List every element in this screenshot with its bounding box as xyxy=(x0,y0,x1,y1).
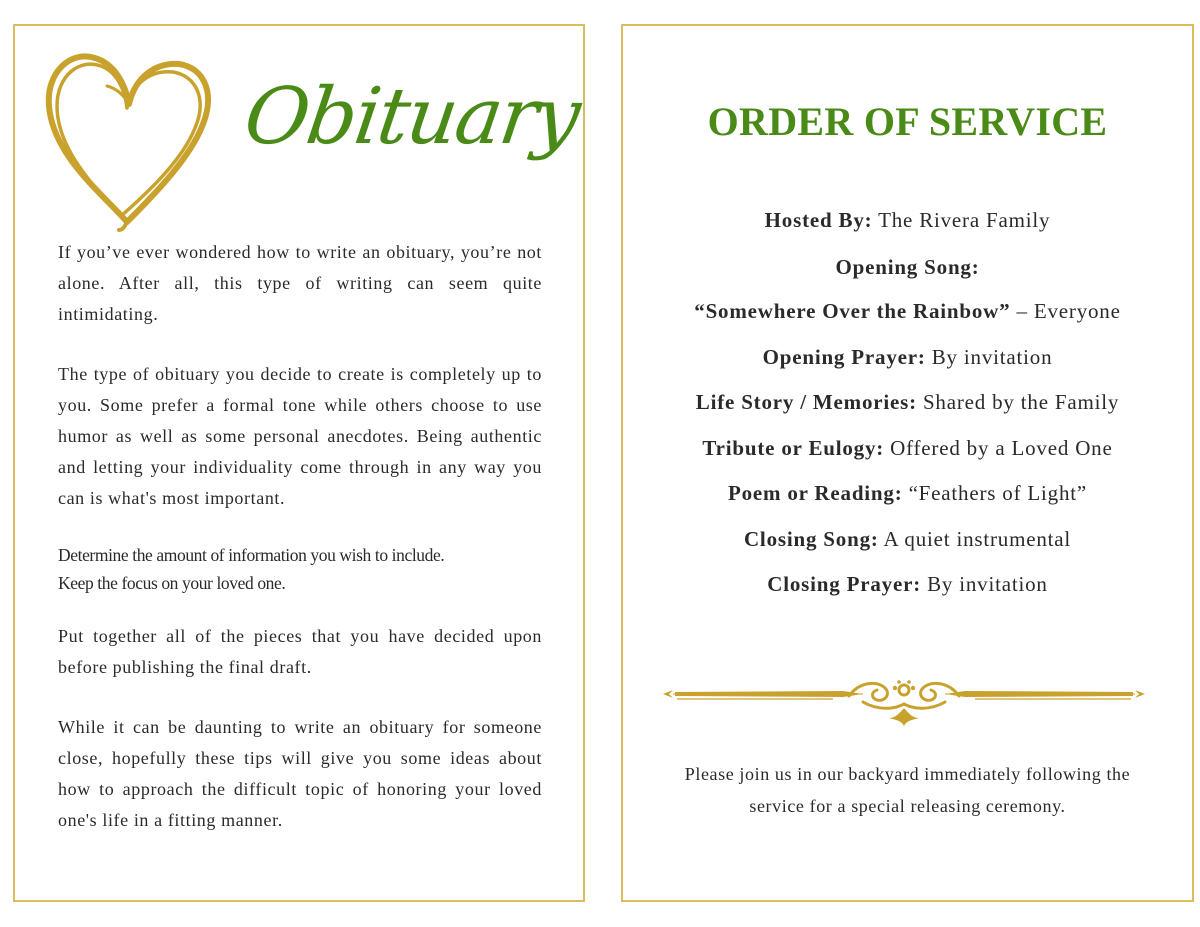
heart-icon xyxy=(43,44,219,232)
service-item-closing-prayer xyxy=(623,572,1192,597)
service-item-label: “Somewhere Over the Rainbow” xyxy=(694,299,1011,323)
service-item-tribute xyxy=(623,436,1192,461)
service-item-value: By invitation xyxy=(925,345,1053,369)
service-item-label: Poem or Reading: xyxy=(727,481,903,505)
paragraph: Determine the amount of information you wish to include. xyxy=(58,545,445,565)
service-item-opening-song xyxy=(623,255,1192,280)
service-item-value: Shared by the Family xyxy=(916,390,1120,414)
service-item-hosted-by xyxy=(623,208,1192,233)
service-item-value: “Feathers of Light” xyxy=(902,481,1088,505)
invitation-line: service for a special releasing ceremony. xyxy=(749,796,1066,816)
service-item-life-story xyxy=(623,390,1192,415)
service-item-value: – Everyone xyxy=(1010,299,1121,323)
order-of-service-page xyxy=(621,24,1194,902)
service-item-label: Opening Song: xyxy=(835,255,980,279)
service-item-label: Closing Song: xyxy=(743,527,879,551)
service-item-value: A quiet instrumental xyxy=(878,527,1072,551)
service-item-value: By invitation xyxy=(921,572,1048,596)
service-item-value: The Rivera Family xyxy=(872,208,1051,232)
invitation-line: Please join us in our backyard immediately following the xyxy=(684,764,1131,784)
service-item-closing-song xyxy=(623,527,1192,552)
invitation-text xyxy=(623,758,1192,822)
page-title: Obituary xyxy=(239,72,585,162)
service-item-label: Opening Prayer: xyxy=(762,345,926,369)
service-item-song-title xyxy=(623,299,1192,324)
paragraph: Keep the focus on your loved one. xyxy=(58,573,286,593)
service-item-label: Closing Prayer: xyxy=(767,572,922,596)
ornament-divider-icon xyxy=(663,674,1145,734)
service-item-opening-prayer xyxy=(623,345,1192,370)
paragraph: The type of obituary you decide to create is completely up to you. Some prefer a formal tone while others choose to use humor as well as some personal anecdotes. Being authentic and letting your individuality come through in any way you can is what's most important. xyxy=(58,364,542,508)
service-item-label: Tribute or Eulogy: xyxy=(702,436,885,460)
paragraph: Put together all of the pieces that you have decided upon before publishing the final draft. xyxy=(58,626,542,677)
service-item-label: Life Story / Memories: xyxy=(695,390,917,414)
paragraph: If you’ve ever wondered how to write an obituary, you’re not alone. After all, this type of writing can seem quite intimidating. xyxy=(58,242,542,324)
section-title: ORDER OF SERVICE xyxy=(707,99,1108,144)
paragraph: While it can be daunting to write an obituary for someone close, hopefully these tips will give you some ideas about how to approach the difficult topic of honoring your loved one's life in a fitting manner. xyxy=(58,717,542,830)
service-item-poem xyxy=(623,481,1192,506)
obituary-page xyxy=(13,24,585,902)
service-item-value: Offered by a Loved One xyxy=(884,436,1113,460)
service-item-label: Hosted By: xyxy=(764,208,873,232)
